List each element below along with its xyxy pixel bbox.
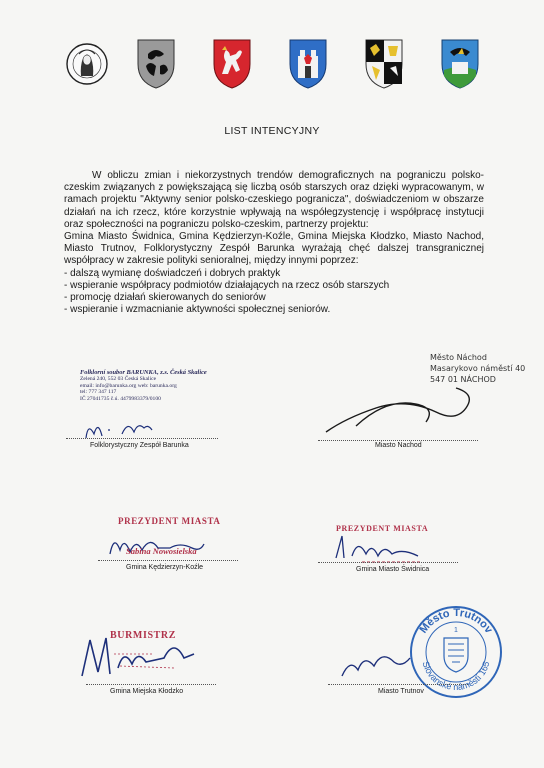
trutnov-seal [408, 604, 504, 700]
barunka-label: Folklorystyczny Zespół Barunka [90, 442, 189, 449]
seal-number: 1 [454, 627, 458, 634]
kedzierzyn-stamp-title: PREZYDENT MIASTA [118, 516, 221, 526]
stamp-line: IČ 27041735 č.ú. 4479983379/0100 [80, 395, 161, 402]
intro-paragraph: W obliczu zmian i niekorzystnych trendów demograficznych na pograniczu polsko-czeskim związanych z powiększającą się liczbą osób starszych oraz dzięki wypracowanym, w ramach projektu "Aktywny senior polsko-czeskiego pogranicza", doświadczeniom w obszarze działań na ich rzecz, które korzystnie wpływają na współegzystencję i współpracę instytucji oraz społeczności na pograniczu polsko-czeskim, partnerzy projektu: [64, 170, 484, 230]
activity-list [64, 268, 484, 317]
stamp-line: 547 01 NÁCHOD [430, 375, 496, 384]
klodzko-stamp-title: BURMISTRZ [110, 630, 176, 641]
signature-line [318, 440, 478, 441]
signature-line [328, 684, 468, 685]
klodzko-crest-icon [362, 36, 406, 92]
stamp-line: tel: 777 347 117 [80, 389, 117, 396]
list-item: - wspieranie i wzmacnianie aktywności społecznej seniorów. [64, 304, 331, 316]
swidnica-crest-icon [210, 36, 254, 92]
svg-text:Slovanské náměstí 165 [421, 660, 492, 692]
nachod-crest-icon [286, 36, 330, 92]
trutnov-label: Miasto Trutnov [378, 688, 424, 695]
signature-line [318, 562, 458, 563]
signature-line [86, 684, 216, 685]
signature-line [98, 560, 238, 561]
stamp-line: Zelená 240, 552 03 Česká Skalice [80, 376, 157, 383]
trutnov-signature [336, 640, 416, 684]
swidnica-label: Gmina Miasto Świdnica [356, 566, 430, 573]
stamp-line: Folklorní soubor BARUNKA, z.s. Česká Skalice [80, 369, 207, 376]
nachod-label: Miasto Nachod [375, 442, 422, 449]
kedzierzyn-kozle-crest-icon [134, 36, 178, 92]
document-body [64, 170, 484, 316]
kedzierzyn-stamp-name: Sabina Nowosielska [126, 546, 197, 556]
list-item: - wspieranie współpracy podmiotów działających na rzecz osób starszych [64, 279, 390, 291]
stamp-line: email: info@barunka.org web: barunka.org [80, 382, 177, 389]
stamp-line: Masarykovo náměstí 40 [430, 364, 526, 373]
klodzko-signature [74, 628, 224, 684]
document-title: LIST INTENCYJNY [224, 125, 320, 137]
list-item: - dalszą wymianę doświadczeń i dobrych praktyk [64, 267, 281, 279]
klodzko-label: Gmina Miejska Kłodzko [110, 688, 184, 695]
barunka-signature [78, 410, 188, 446]
nachod-signature [316, 378, 486, 442]
partners-paragraph: Gmina Miasto Świdnica, Gmina Kędzierzyn-Koźle, Gmina Miejska Kłodzko, Miasto Nachod, Miasto Trutnov, Folklorystyczny Zespół Barunka wyrażają chęć dalszej transgranicznej współpracy w zakresie polityki senioralnej, między innymi poprzez: [64, 231, 484, 267]
list-item: - promocję działań skierowanych do seniorów [64, 292, 266, 304]
crest-row [64, 36, 494, 96]
barunka-stamp [80, 370, 240, 402]
seal-top-text: Město Trutnov [417, 606, 495, 636]
swidnica-stamp-title: PREZYDENT MIASTA [336, 524, 429, 533]
stamp-line: Město Náchod [430, 353, 487, 362]
trutnov-crest-icon [438, 36, 482, 92]
signature-line [66, 438, 218, 439]
barunka-emblem-icon [64, 36, 110, 92]
kedzierzyn-label: Gmina Kędzierzyn-Koźle [126, 564, 204, 571]
seal-bottom-text: Slovanské náměstí 165 [420, 660, 492, 693]
